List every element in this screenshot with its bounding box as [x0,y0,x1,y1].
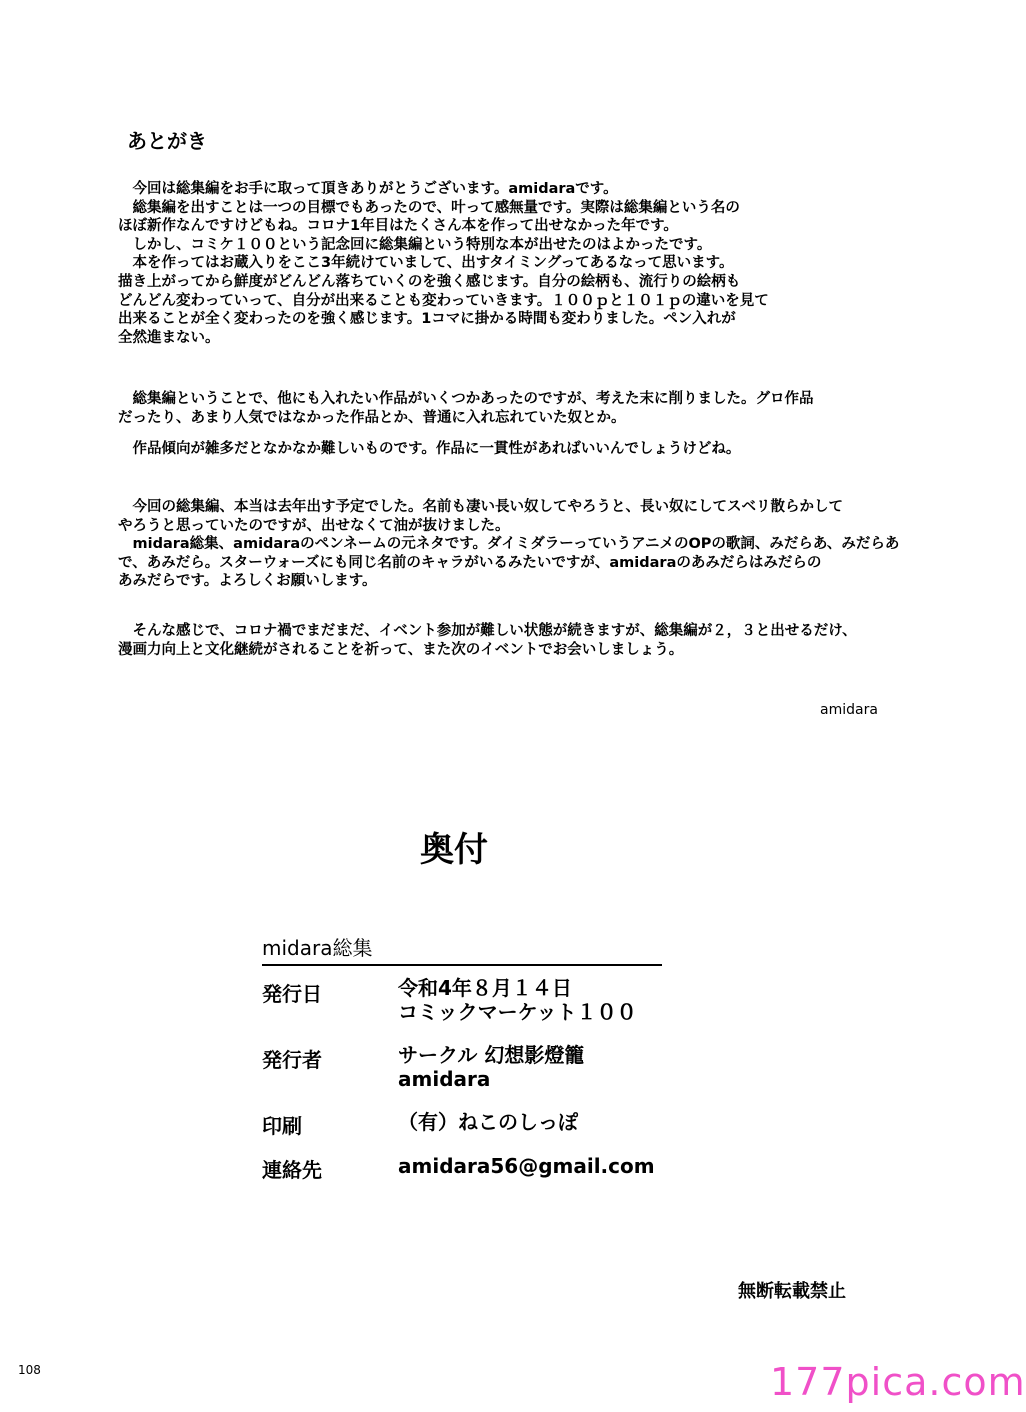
publish-date-value: 令和4年８月１４日 コミックマーケット１００ [398,976,637,1024]
afterword-paragraph-2: 総集編ということで、他にも入れたい作品がいくつかあったのですが、考えた末に削りました。グロ作品 だったり、あまり人気ではなかった作品とか、普通に入れ忘れていた奴とか。 [118,391,814,426]
no-reprint-notice: 無断転載禁止 [738,1281,846,1302]
colophon-divider [262,964,662,966]
page-number: 108 [18,1363,41,1377]
afterword-paragraph-3: 作品傾向が雑多だとなかなか難しいものです。作品に一貫性があればいいんでしょうけどね。 [118,441,741,457]
afterword-paragraph-4: 今回の総集編、本当は去年出す予定でした。名前も凄い長い奴してやろうと、長い奴にしてスベリ散らかして やろうと思っていたのですが、出せなくて油が抜けました。 midara総集、amidaraのペンネームの元ネタです。ダイミダラーっていうアニメのOPの歌詞、みだらあ、みだらあ で、あみだら。スターウォーズにも同じ名前のキャラがいるみたいですが、amidaraのあみだらはみだらの あみだらです。よろしくお願いします。 [118,499,900,590]
contact-value: amidara56@gmail.com [398,1154,655,1178]
publisher-value: サークル 幻想影燈籠 amidara [398,1043,585,1091]
afterword-paragraph-1: 今回は総集編をお手に取って頂きありがとうございます。amidaraです。 総集編を出すことは一つの目標でもあったので、叶って感無量です。実際は総集編という名の ほぼ新作なんですけどもね。コロナ1年目はたくさん本を作って出せなかった年です。 しかし、コミケ１００という記念回に総集編という特別な本が出せたのはよかったです。 本を作ってはお蔵入りをここ3年続けていまして、出すタイミングってあるなって思います。 描き上がってから鮮度がどんどん落ちていくのを強く感じます。自分の絵柄も、流行りの絵柄も どんどん変わっていって、自分が出来ることも変わっていきます。１００ｐと１０１ｐの違いを見て 出来ることが全く変わったのを強く感じます。1コマに掛かる時間も変わりました。ペン入れが 全然進まない。 [118,181,769,346]
afterword-signature: amidara [820,702,878,718]
publish-date-label: 発行日 [262,982,322,1006]
site-watermark: 177pica.com [770,1360,1026,1404]
publisher-label: 発行者 [262,1048,322,1072]
printer-label: 印刷 [262,1114,302,1138]
contact-label: 連絡先 [262,1158,322,1182]
afterword-paragraph-5: そんな感じで、コロナ禍でまだまだ、イベント参加が難しい状態が続きますが、総集編が２，３と出せるだけ、 漫画力向上と文化継続がされることを祈って、また次のイベントでお会いしましょう。 [118,623,857,658]
afterword-heading: あとがき [127,129,207,153]
colophon-title: 奥付 [420,830,488,870]
printer-value: （有）ねこのしっぽ [398,1110,578,1134]
book-title: midara総集 [262,936,373,960]
